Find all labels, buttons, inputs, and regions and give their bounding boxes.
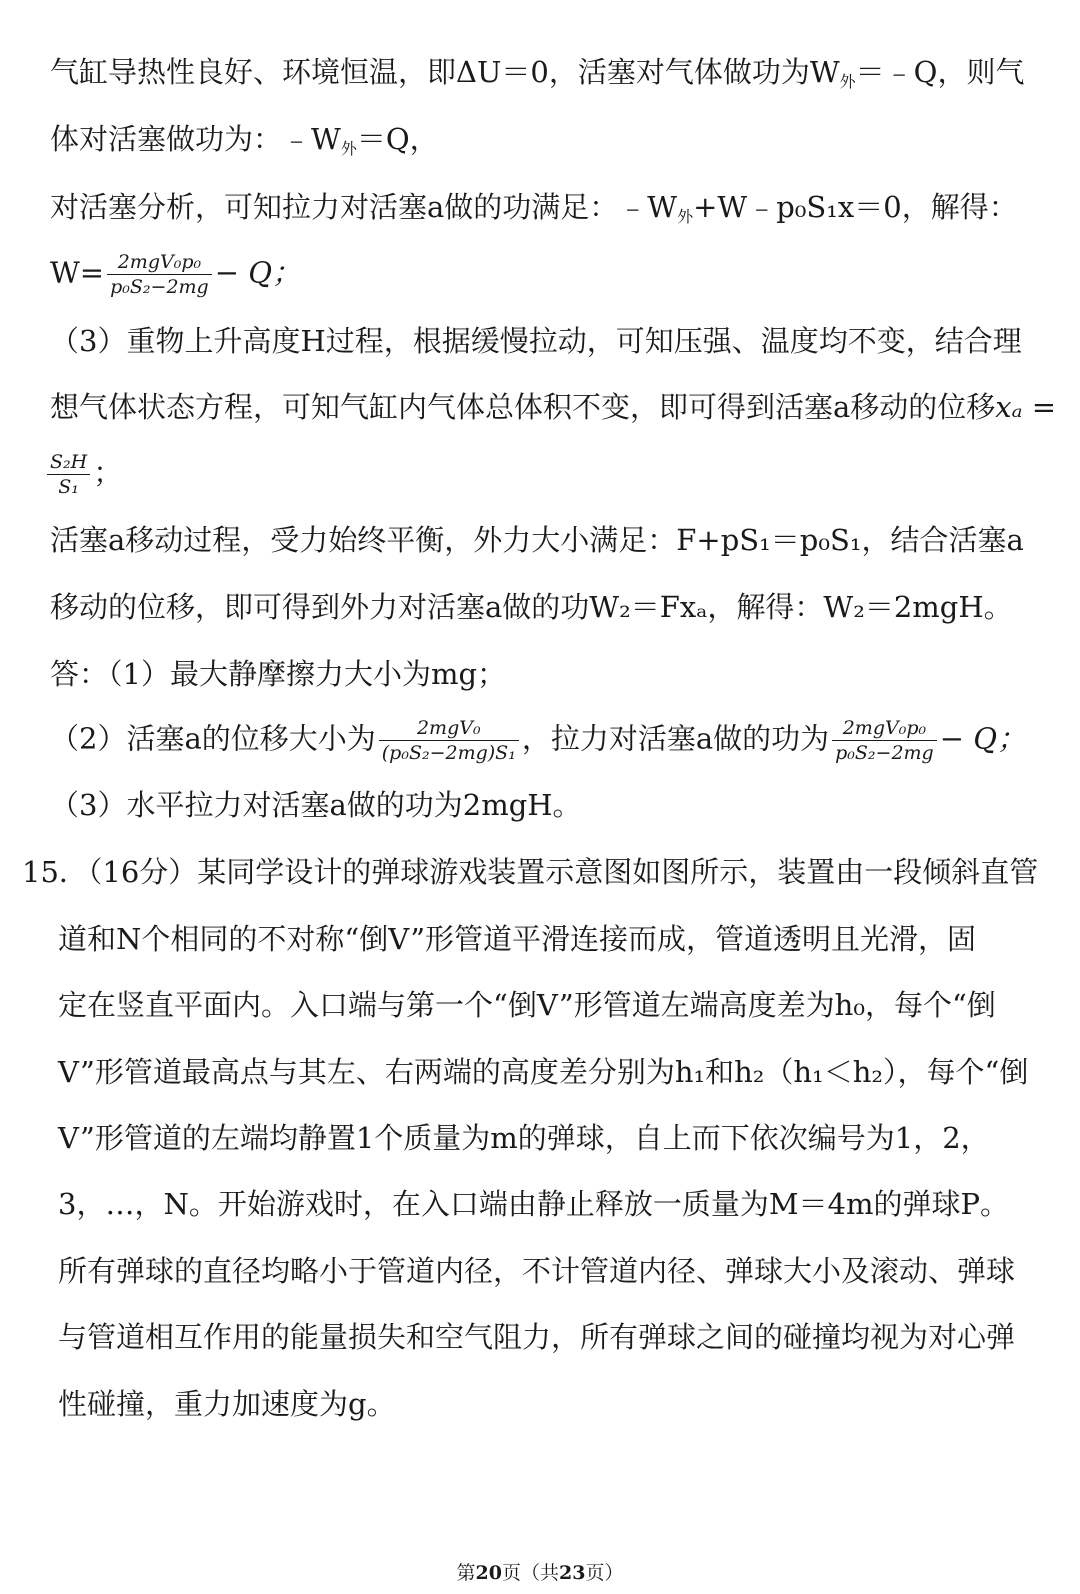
- text-line-2: [50, 119, 439, 169]
- formula-tail: − Q；: [939, 721, 1027, 756]
- fraction-denominator: p₀S₂−2mg: [107, 274, 212, 299]
- question-15-line-6: 3，…，N。开始游戏时，在入口端由静止释放一质量为M＝4m的弹球P。: [58, 1187, 1009, 1221]
- formula-line-work: [50, 250, 301, 299]
- text-segment: 体对活塞做功为：﹣W: [50, 122, 341, 156]
- text-line-5: （3）重物上升高度H过程，根据缓慢拉动，可知压强、温度均不变，结合理: [50, 324, 1022, 358]
- formula-tail: − Q；: [214, 255, 302, 290]
- text-line-6: [50, 387, 1056, 427]
- footer-text: 页（共: [501, 1562, 559, 1584]
- question-15-line-5: V”形管道的左端均静置1个质量为m的弹球，自上而下依次编号为1，2，: [58, 1121, 990, 1155]
- subscript: 外: [677, 207, 694, 226]
- text-line-9: 移动的位移，即可得到外力对活塞a做的功W₂＝Fxₐ，解得：W₂＝2mgH。: [50, 590, 1013, 624]
- fraction-numerator: S₂H: [50, 451, 88, 473]
- answer-line-2: [50, 716, 1026, 765]
- question-15-line-2: 道和N个相同的不对称“倒V”形管道平滑连接而成，管道透明且光滑，固: [58, 922, 977, 956]
- text-segment: ＝﹣Q，则气: [855, 55, 1025, 89]
- fraction: [47, 450, 90, 499]
- math-segment: xₐ =: [995, 390, 1057, 424]
- question-15-line-7: 所有弹球的直径均略小于管道内径，不计管道内径、弹球大小及滚动、弹球: [58, 1254, 1016, 1288]
- answer-line-1: 答：（1）最大静摩擦力大小为mg；: [50, 657, 507, 691]
- text-segment: ，拉力对活塞a做的功为: [521, 721, 830, 756]
- subscript: 外: [839, 72, 856, 91]
- fraction-denominator: (p₀S₂−2mg)S₁: [379, 740, 519, 765]
- page-footer: [0, 1560, 1080, 1586]
- fraction-denominator: p₀S₂−2mg: [832, 740, 937, 765]
- text-segment: 对活塞分析，可知拉力对活塞a做的功满足：﹣W: [50, 190, 678, 224]
- text-segment: +W﹣p₀S₁x＝0，解得：: [693, 190, 1018, 224]
- fraction-numerator: 2mgV₀p₀: [842, 717, 927, 739]
- total-pages: 23: [559, 1562, 586, 1584]
- answer-line-3: （3）水平拉力对活塞a做的功为2mgH。: [50, 788, 582, 822]
- formula-prefix: W=: [50, 255, 105, 290]
- formula-line-displacement: [44, 450, 122, 499]
- question-15-line-3: 定在竖直平面内。入口端与第一个“倒V”形管道左端高度差为h₀，每个“倒: [58, 988, 996, 1022]
- text-line-8: 活塞a移动过程，受力始终平衡，外力大小满足：F+pS₁＝p₀S₁，结合活塞a: [50, 523, 1024, 557]
- fraction-numerator: 2mgV₀p₀: [117, 251, 202, 273]
- question-15-line-9: 性碰撞，重力加速度为g。: [58, 1387, 396, 1421]
- fraction-numerator: 2mgV₀: [416, 717, 481, 739]
- fraction: [107, 250, 212, 299]
- page-number: 20: [475, 1562, 502, 1584]
- fraction: [379, 716, 519, 765]
- text-line-3: [50, 187, 1018, 237]
- question-15-line-4: V”形管道最高点与其左、右两端的高度差分别为h₁和h₂（h₁＜h₂），每个“倒: [58, 1055, 1029, 1089]
- text-segment: （2）活塞a的位移大小为: [50, 721, 376, 756]
- question-15-line-1: 15．（16分）某同学设计的弹球游戏装置示意图如图所示，装置由一段倾斜直管: [22, 855, 1039, 889]
- text-segment: 气缸导热性良好、环境恒温，即ΔU＝0，活塞对气体做功为W: [50, 55, 840, 89]
- fraction: [832, 716, 937, 765]
- text-segment: 想气体状态方程，可知气缸内气体总体积不变，即可得到活塞a移动的位移: [50, 390, 996, 424]
- fraction-denominator: S₁: [47, 474, 90, 499]
- question-15-line-8: 与管道相互作用的能量损失和空气阻力，所有弹球之间的碰撞均视为对心弹: [58, 1320, 1016, 1354]
- subscript: 外: [340, 139, 357, 158]
- text-line-1: [50, 52, 1024, 102]
- text-segment: ＝Q，: [356, 122, 439, 156]
- formula-tail: ；: [93, 455, 123, 490]
- footer-text: 第: [456, 1562, 476, 1584]
- footer-text: 页）: [585, 1562, 624, 1584]
